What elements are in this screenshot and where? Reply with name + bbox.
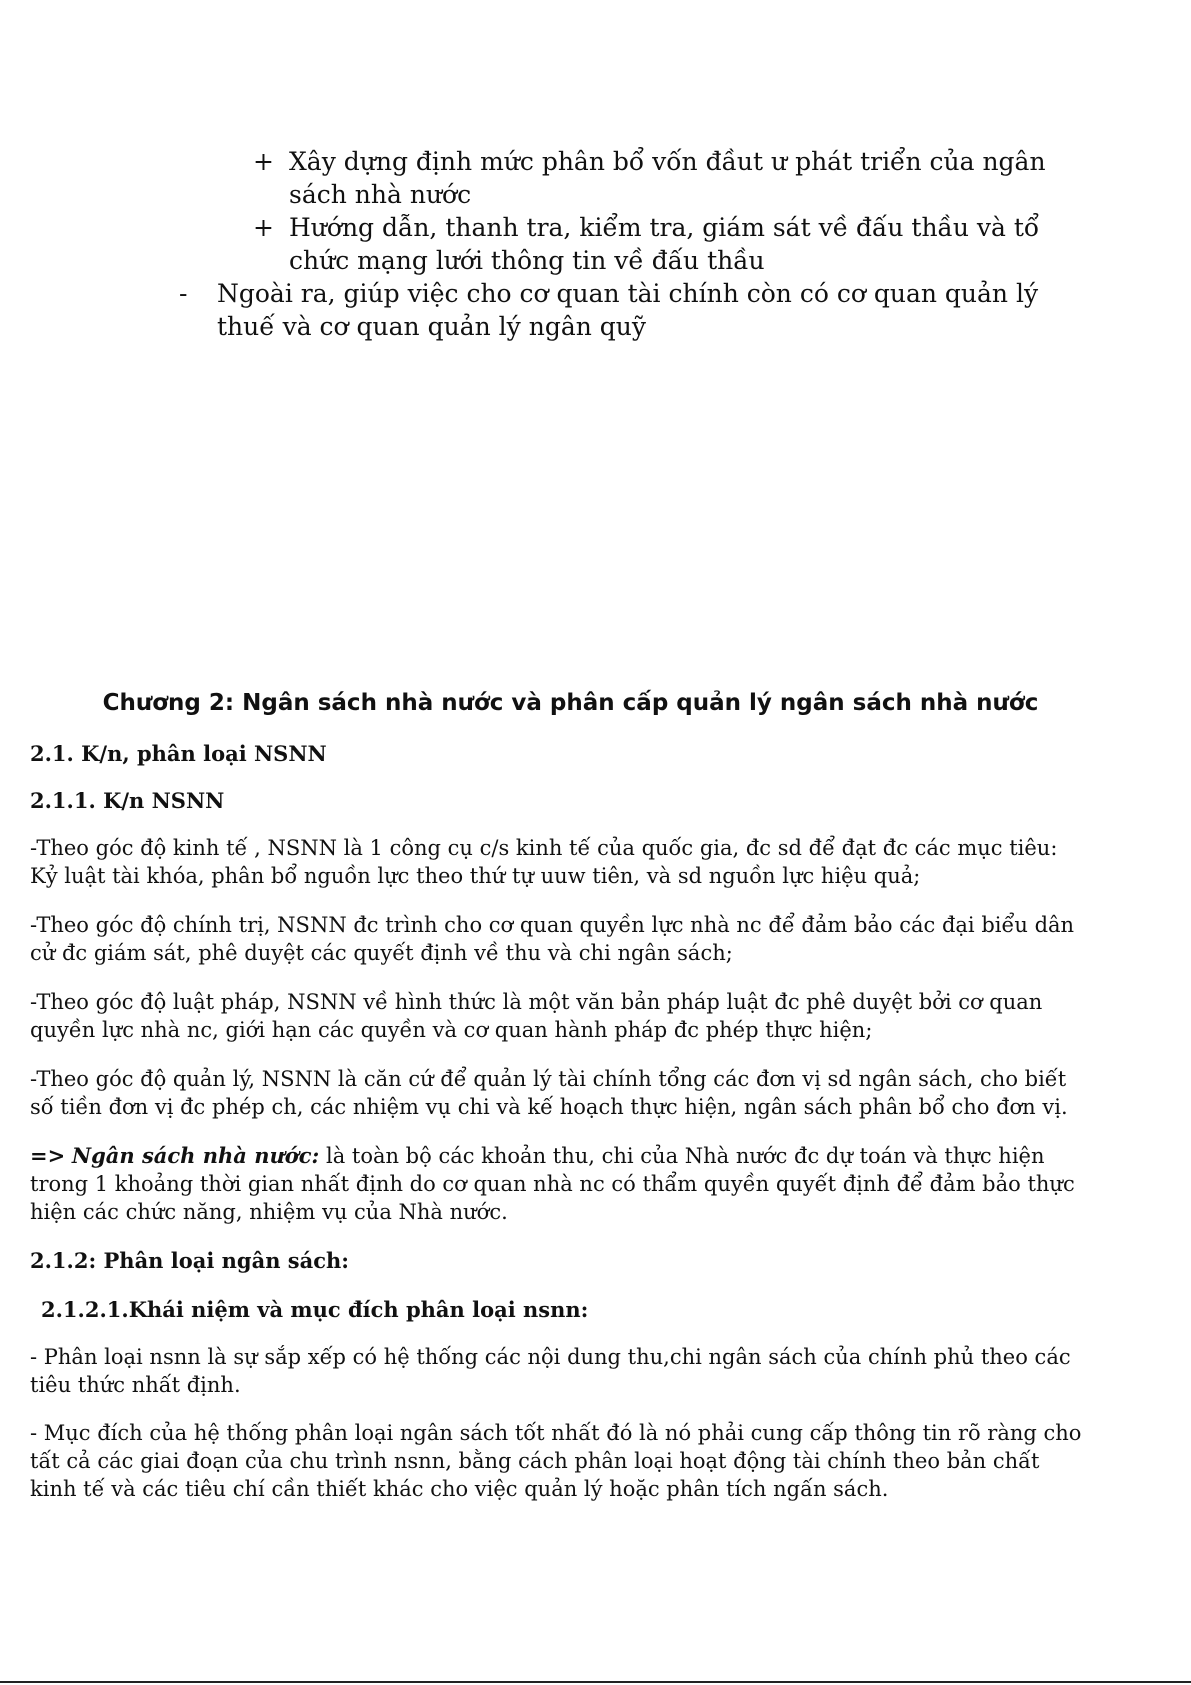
paragraph-economic: -Theo góc độ kinh tế , NSNN là 1 công cụ c/s kinh tế của quốc gia, đc sd để đạt đc các mục tiêu: Kỷ luật tài khóa, phân bổ nguồn lực theo thứ tự uuw tiên, và sd nguồn lực hiệu quả; xyxy=(30,836,1058,888)
page-bottom-divider xyxy=(0,1681,1191,1683)
chapter-title: Chương 2: Ngân sách nhà nước và phân cấp quản lý ngân sách nhà nước xyxy=(102,690,1039,716)
definition-term: Ngân sách nhà nước: xyxy=(71,1143,320,1168)
definition-arrow: => xyxy=(30,1143,66,1168)
section-heading-2-1-2: 2.1.2: Phân loại ngân sách: xyxy=(30,1248,350,1273)
list-item-text: Xây dựng định mức phân bổ vốn đầut ư phát triển của ngân sách nhà nước xyxy=(289,147,1046,209)
list-item-text: Ngoài ra, giúp việc cho cơ quan tài chính còn có cơ quan quản lý thuế và cơ quan quản lý ngân quỹ xyxy=(217,279,1039,341)
list-item-text: Hướng dẫn, thanh tra, kiểm tra, giám sát về đấu thầu và tổ chức mạng lưới thông tin về đấu thầu xyxy=(289,213,1040,275)
paragraph-purpose: - Mục đích của hệ thống phân loại ngân sách tốt nhất đó là nó phải cung cấp thông tin rõ ràng cho tất cả các giai đoạn của chu trình nsnn, bằng cách phân loại hoạt động tài chính theo bản chất kinh tế và các tiêu chí cần thiết khác cho việc quản lý hoặc phân tích ngấn sách. xyxy=(30,1421,1082,1501)
list-item-plus xyxy=(253,145,1073,211)
definition-paragraph xyxy=(30,1142,1090,1226)
paragraph-political: -Theo góc độ chính trị, NSNN đc trình cho cơ quan quyền lực nhà nc để đảm bảo các đại biểu dân cử đc giám sát, phê duyệt các quyết định về thu và chi ngân sách; xyxy=(30,913,1075,965)
paragraph-legal: -Theo góc độ luật pháp, NSNN về hình thức là một văn bản pháp luật đc phê duyệt bởi cơ quan quyền lực nhà nc, giới hạn các quyền và cơ quan hành pháp đc phép thực hiện; xyxy=(30,990,1043,1042)
paragraph-management: -Theo góc độ quản lý, NSNN là căn cứ để quản lý tài chính tổng các đơn vị sd ngân sách, cho biết số tiền đơn vị đc phép ch, các nhiệm vụ chi và kế hoạch thực hiện, ngân sách phân bổ cho đơn vị. xyxy=(30,1067,1068,1119)
bullet-marker: + xyxy=(253,213,274,242)
section-heading-2-1-2-1: 2.1.2.1.Khái niệm và mục đích phân loại nsnn: xyxy=(41,1297,589,1322)
bullet-marker: + xyxy=(253,147,274,176)
section-heading-2-1-1: 2.1.1. K/n NSNN xyxy=(30,788,225,813)
definition-text: là toàn bộ các khoản thu, chi của Nhà nước đc dự toán và thực hiện trong 1 khoảng thời gian nhất định do cơ quan nhà nc có thẩm quyền quyết định để đảm bảo thực hiện các chức năng, nhiệm vụ của Nhà nước. xyxy=(30,1144,1075,1224)
section-heading-2-1: 2.1. K/n, phân loại NSNN xyxy=(30,741,327,766)
paragraph-concept: - Phân loại nsnn là sự sắp xếp có hệ thống các nội dung thu,chi ngân sách của chính phủ theo các tiêu thức nhất định. xyxy=(30,1345,1071,1397)
list-item-plus xyxy=(253,211,1073,277)
bullet-marker: - xyxy=(179,279,188,308)
list-item-dash xyxy=(179,277,1079,343)
